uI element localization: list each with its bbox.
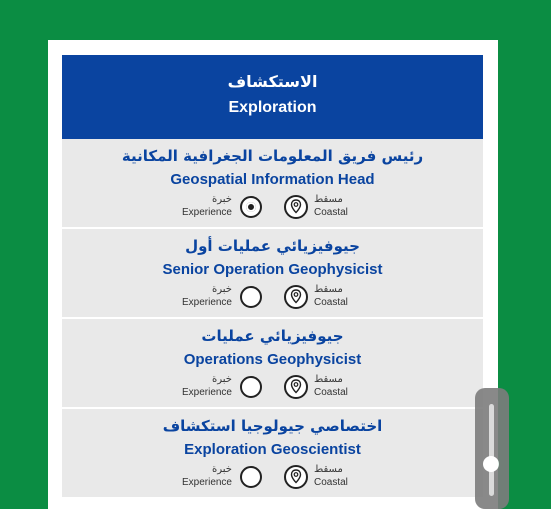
- experience-label-english: Experience: [181, 297, 232, 308]
- job-row: [62, 139, 483, 229]
- location-pin-icon: [284, 375, 308, 399]
- location-label-arabic: مسقط: [314, 284, 343, 295]
- scrollbar-track[interactable]: [489, 404, 494, 496]
- job-title-arabic: اختصاصي جيولوجيا استكشاف: [162, 417, 383, 435]
- section-title-arabic: الاستكشاف: [227, 72, 318, 91]
- section-title-english: Exploration: [228, 99, 317, 116]
- location-info: [284, 284, 374, 312]
- location-pin-icon: [284, 285, 308, 309]
- job-title-english: Geospatial Information Head: [170, 171, 375, 188]
- location-label-english: Coastal: [314, 477, 348, 488]
- section-header: [62, 55, 483, 139]
- experience-radio-selected[interactable]: [240, 196, 262, 218]
- job-title-english: Operations Geophysicist: [183, 351, 362, 368]
- location-label-english: Coastal: [314, 207, 348, 218]
- job-row: [62, 409, 483, 499]
- experience-radio[interactable]: [240, 376, 262, 398]
- experience-label-arabic: خبرة: [212, 464, 232, 475]
- job-title-arabic: جيوفيزيائي عمليات أول: [185, 237, 360, 255]
- experience-label-english: Experience: [181, 387, 232, 398]
- job-title-arabic: جيوفيزيائي عمليات: [201, 327, 344, 345]
- experience-option[interactable]: [172, 374, 262, 402]
- location-info: [284, 464, 374, 492]
- job-title-english: Exploration Geoscientist: [184, 441, 361, 458]
- experience-label-arabic: خبرة: [212, 284, 232, 295]
- location-info: [284, 374, 374, 402]
- job-title-arabic: رئيس فريق المعلومات الجغرافية المكانية: [121, 147, 424, 165]
- experience-option[interactable]: [172, 464, 262, 492]
- experience-label-english: Experience: [181, 477, 232, 488]
- experience-option[interactable]: [172, 284, 262, 312]
- job-title-english: Senior Operation Geophysicist: [162, 261, 383, 278]
- experience-label-arabic: خبرة: [212, 194, 232, 205]
- scrollbar-thumb[interactable]: [483, 456, 499, 472]
- experience-label-english: Experience: [181, 207, 232, 218]
- job-row: [62, 319, 483, 409]
- location-label-arabic: مسقط: [314, 374, 343, 385]
- experience-radio[interactable]: [240, 466, 262, 488]
- location-label-english: Coastal: [314, 297, 348, 308]
- location-label-arabic: مسقط: [314, 464, 343, 475]
- location-info: [284, 194, 374, 222]
- experience-label-arabic: خبرة: [212, 374, 232, 385]
- experience-radio[interactable]: [240, 286, 262, 308]
- job-list-card: [48, 40, 498, 509]
- location-pin-icon: [284, 195, 308, 219]
- location-pin-icon: [284, 465, 308, 489]
- location-label-english: Coastal: [314, 387, 348, 398]
- scrollbar[interactable]: [475, 388, 509, 509]
- location-label-arabic: مسقط: [314, 194, 343, 205]
- job-row: [62, 229, 483, 319]
- experience-option[interactable]: [172, 194, 262, 222]
